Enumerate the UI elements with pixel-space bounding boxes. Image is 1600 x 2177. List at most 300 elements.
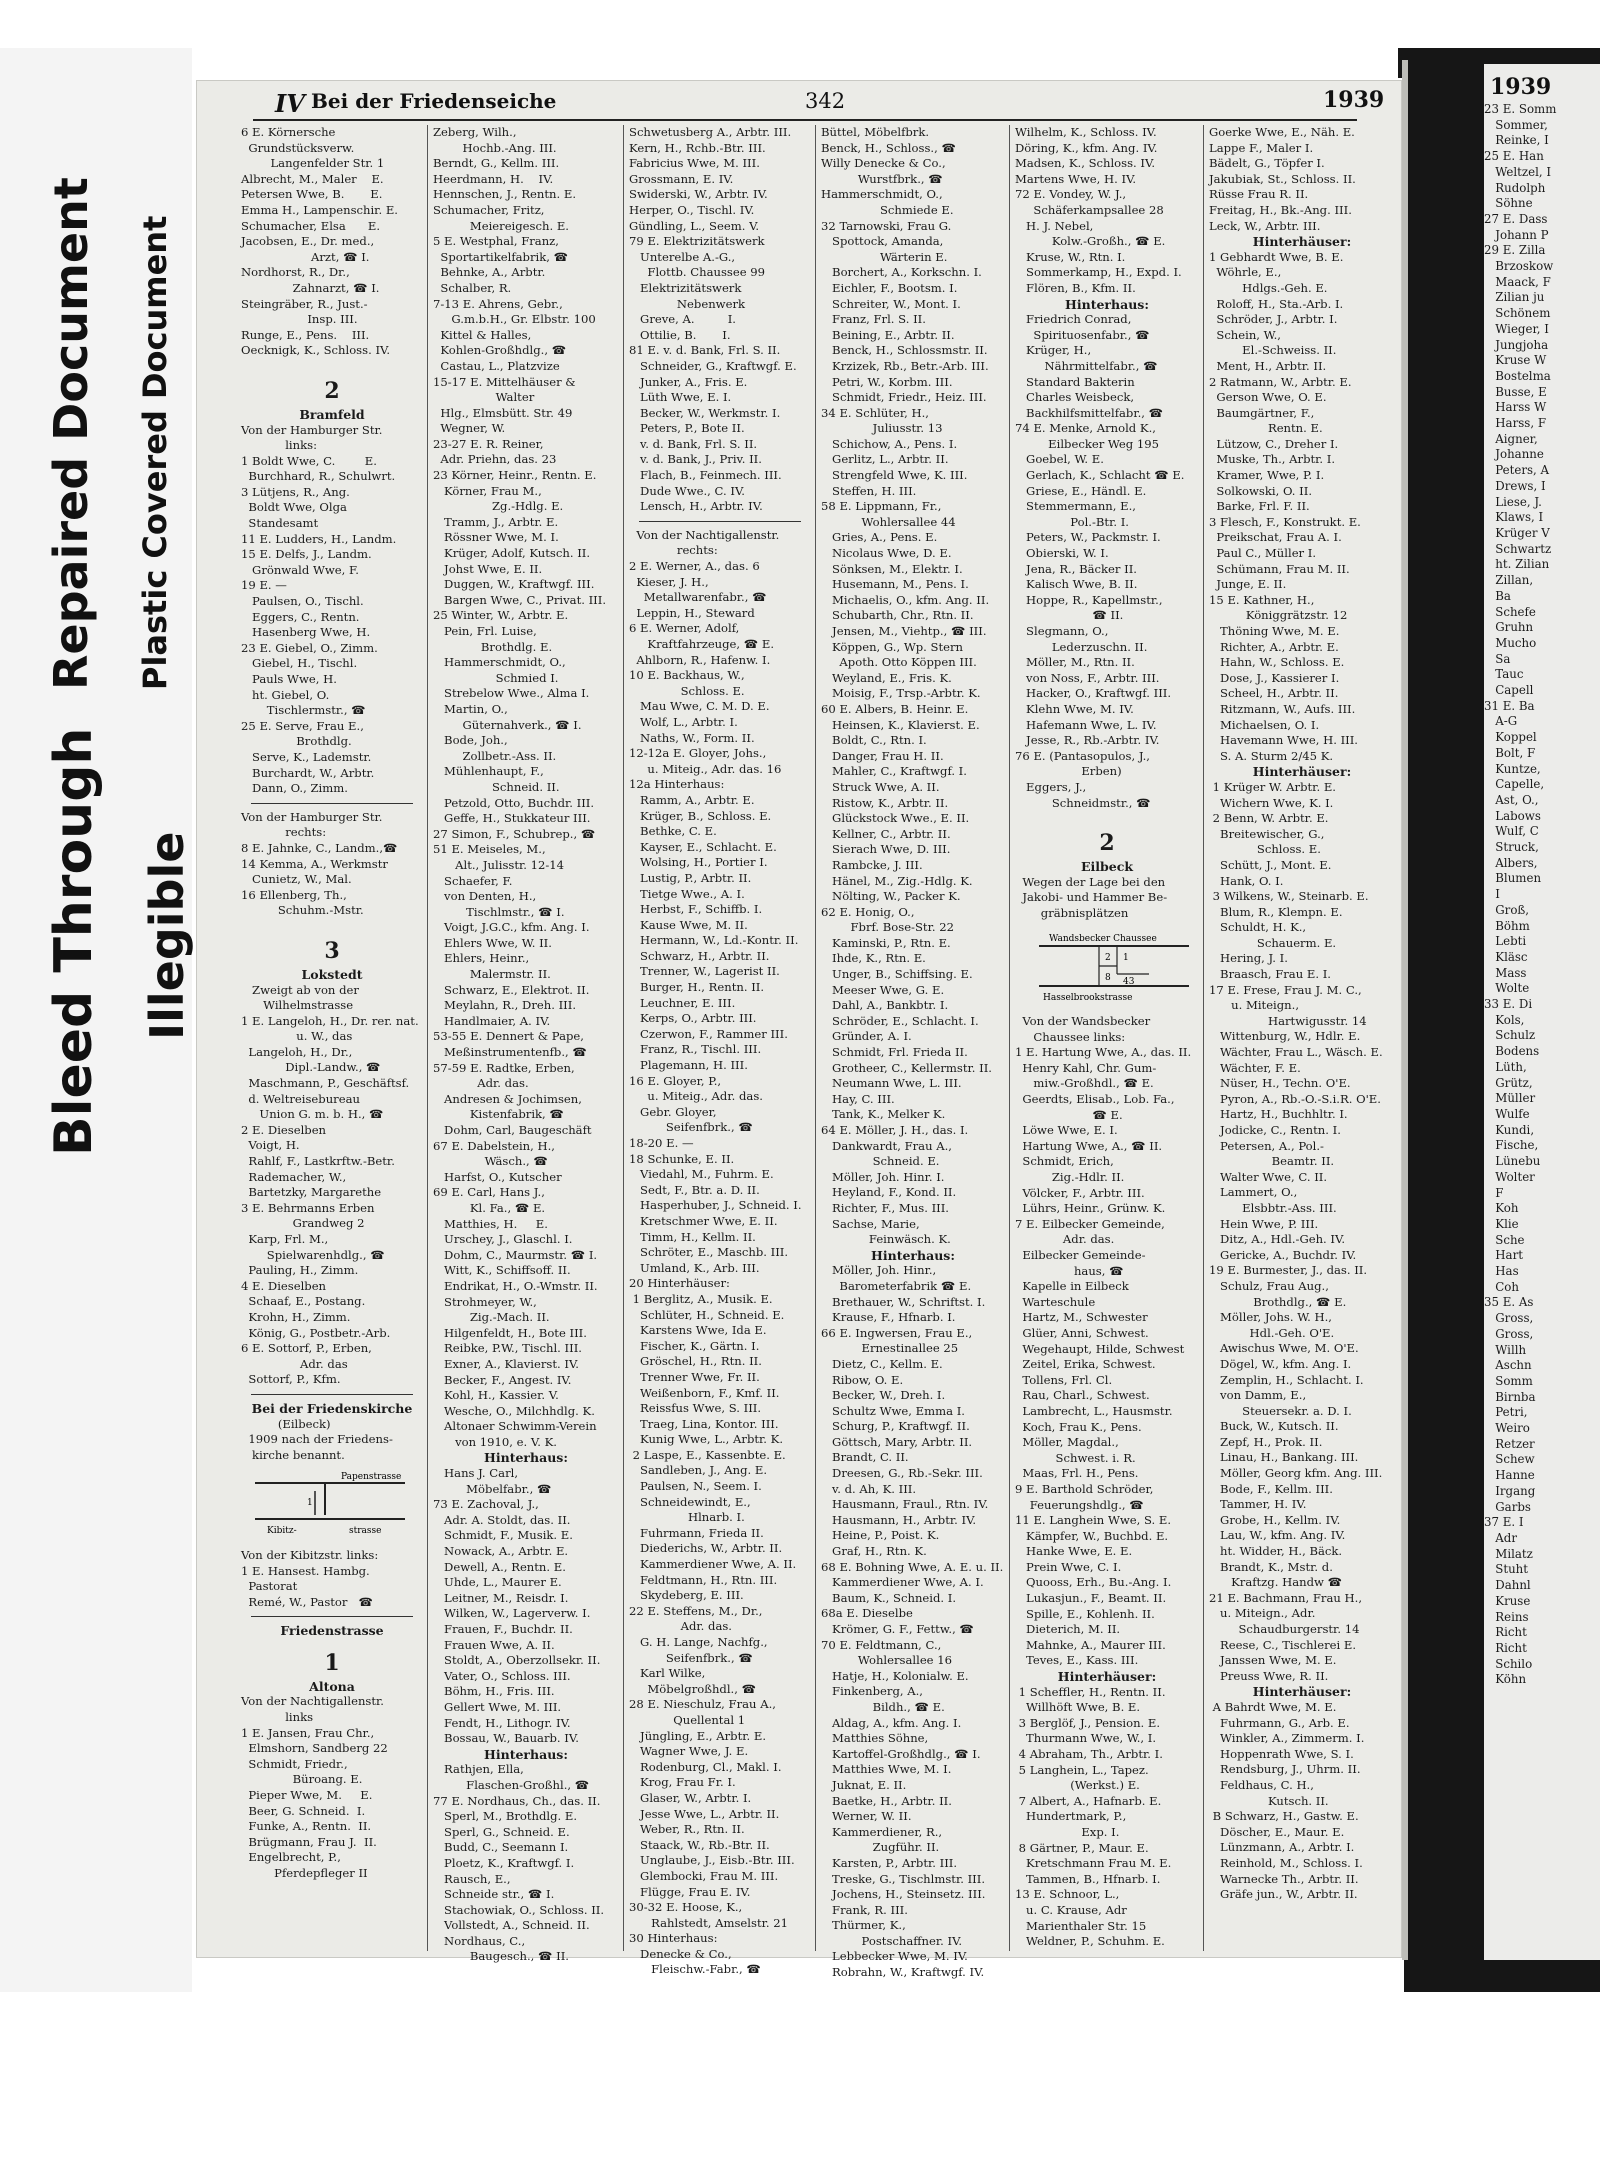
- directory-entry: Duggen, W., Kraftwgf. III.: [433, 577, 595, 592]
- directory-entry: 79 E. Elektrizitätswerk: [629, 234, 765, 249]
- facing-page-entry: Wolter: [1484, 1169, 1535, 1184]
- directory-entry: Breitewischer, G.,: [1209, 826, 1325, 841]
- directory-entry: Tramm, J., Arbtr. E.: [433, 514, 559, 529]
- directory-entry: Schäferkampsallee 28: [1015, 202, 1164, 217]
- directory-entry: Wolsing, H., Portier I.: [629, 855, 768, 870]
- directory-entry: Vollstedt, A., Schneid. II.: [433, 1918, 590, 1933]
- directory-entry: Karstens Wwe, Ida E.: [629, 1323, 767, 1338]
- directory-entry: Pol.-Btr. I.: [1015, 514, 1129, 529]
- directory-entry: Beer, G. Schneid. I.: [241, 1803, 366, 1818]
- facing-page-entry: ht. Zilian: [1484, 557, 1550, 572]
- directory-entry: Urschey, J., Glaschl. I.: [433, 1232, 573, 1247]
- facing-page-fragment: [1484, 64, 1600, 1960]
- directory-entry: Lambrecht, L., Hausmstr.: [1015, 1403, 1173, 1418]
- directory-entry: Wächter, Frau L., Wäsch. E.: [1209, 1045, 1383, 1060]
- directory-entry: Dann, O., Zimm.: [241, 781, 348, 796]
- facing-page-entry: Capell: [1484, 683, 1534, 698]
- section-rule: [251, 803, 413, 804]
- facing-page-entry: Kruse: [1484, 1593, 1531, 1608]
- directory-entry: Schloss. E.: [629, 683, 745, 698]
- stamp-repaired-document: Repaired Document: [44, 177, 98, 690]
- directory-entry: Schichow, A., Pens. I.: [821, 436, 958, 451]
- directory-entry: Jacobsen, E., Dr. med.,: [241, 234, 375, 249]
- map-street-label: Kibitz-: [267, 1526, 297, 1537]
- directory-entry: Karp, Frl. M.,: [241, 1232, 329, 1246]
- directory-entry: Standard Bakterin: [1015, 374, 1135, 389]
- directory-entry: Mahnke, A., Maurer III.: [1015, 1637, 1166, 1652]
- directory-entry: Heinsen, K., Klavierst. E.: [821, 717, 980, 732]
- section-heading: Hinterhäuser:: [1252, 1684, 1352, 1700]
- header-rule: [253, 119, 1357, 121]
- facing-page-entry: Stuht: [1484, 1562, 1529, 1577]
- section-rule: [251, 1394, 413, 1395]
- scan-top-margin: [0, 0, 1600, 48]
- directory-entry: Zollbetr.-Ass. II.: [433, 748, 557, 763]
- directory-entry: Stemmermann, E.,: [1015, 499, 1136, 514]
- directory-entry: Strohmeyer, W.,: [433, 1294, 537, 1309]
- directory-entry: Johst Wwe, E. II.: [433, 561, 543, 576]
- directory-entry: Handlmaier, A. IV.: [433, 1013, 551, 1028]
- facing-page-entry: Dahnl: [1484, 1578, 1531, 1593]
- directory-entry: Richter, A., Arbtr. E.: [1209, 639, 1339, 654]
- section-title: Bei der Friedenseiche: [311, 89, 557, 113]
- facing-page-entry: Capelle,: [1484, 777, 1545, 792]
- directory-entry: Schreiter, W., Mont. I.: [821, 296, 961, 311]
- directory-entry: Postschaffner. IV.: [821, 1933, 963, 1948]
- directory-entry: Steingräber, R., Just.-: [241, 296, 368, 311]
- directory-entry: 81 E. v. d. Bank, Frl. S. II.: [629, 343, 781, 358]
- directory-entry: Körner, Frau M.,: [433, 483, 542, 498]
- directory-entry: Schaudburgerstr. 14: [1209, 1622, 1360, 1636]
- directory-entry: Möbelgroßhdl., ☎: [629, 1681, 757, 1696]
- directory-entry: Andresen & Jochimsen,: [433, 1091, 582, 1106]
- directory-entry: 2 Benn, W. Arbtr. E.: [1209, 811, 1329, 826]
- directory-entry: v. d. Bank, J., Priv. II.: [629, 452, 762, 467]
- facing-page-entry: Fische,: [1484, 1138, 1539, 1153]
- directory-entry: Barke, Frl. F. II.: [1209, 499, 1310, 514]
- directory-entry: Schwetusberg A., Arbtr. III.: [629, 125, 792, 139]
- facing-page-entry: Kols,: [1484, 1012, 1525, 1027]
- directory-entry: Jesse, R., Rb.-Arbtr. IV.: [1015, 733, 1160, 748]
- directory-entry: Schein, W.,: [1209, 327, 1281, 342]
- street-number-heading: 2: [324, 377, 340, 404]
- wandsbeck-street-map: [1019, 928, 1195, 1004]
- directory-entry: Schalber, R.: [433, 280, 512, 295]
- directory-entry: Hoppe, R., Kapellmstr.,: [1015, 592, 1163, 607]
- directory-entry: Baumgärtner, F.,: [1209, 405, 1315, 420]
- directory-entry: Sportartikelfabrik, ☎: [433, 249, 569, 264]
- facing-page-entry: Kläsc: [1484, 949, 1528, 964]
- facing-page-entry: Zillan,: [1484, 573, 1534, 588]
- column-divider: [1009, 125, 1010, 1951]
- directory-entry: 73 E. Zachoval, J.,: [433, 1497, 539, 1512]
- directory-entry: Brügmann, Frau J. II.: [241, 1834, 377, 1849]
- directory-entry: Nowack, A., Arbtr. E.: [433, 1544, 569, 1559]
- directory-entry: Peters, W., Packmstr. I.: [1015, 530, 1161, 545]
- directory-entry: Gerlach, K., Schlacht ☎ E.: [1015, 468, 1185, 483]
- directory-entry: Frank, R. III.: [821, 1902, 908, 1917]
- directory-entry: Robrahn, W., Kraftwgf. IV.: [821, 1965, 985, 1980]
- facing-page-entry: Weiro: [1484, 1421, 1530, 1436]
- directory-entry: Schulz, Frau Aug.,: [1209, 1278, 1329, 1293]
- directory-entry: Grönwald Wwe, F.: [241, 562, 359, 577]
- directory-entry: u. Miteign., Adr.: [1209, 1606, 1316, 1621]
- directory-entry: Seifenfbrk., ☎: [629, 1650, 753, 1665]
- page-number: 342: [805, 89, 846, 113]
- directory-entry: 67 E. Dabelstein, H.,: [433, 1138, 555, 1153]
- kibitz-street-map: [245, 1469, 415, 1537]
- directory-entry: Nölting, W., Packer K.: [821, 889, 961, 904]
- directory-entry: Nordhorst, R., Dr.,: [241, 265, 350, 280]
- directory-entry: Neumann Wwe, L. III.: [821, 1076, 962, 1091]
- directory-entry: Lützow, C., Dreher I.: [1209, 436, 1339, 451]
- directory-entry: Hafemann Wwe, L. IV.: [1015, 717, 1157, 732]
- directory-entry: Michaelsen, O. I.: [1209, 717, 1320, 732]
- directory-entry: Petri, W., Korbm. III.: [821, 374, 953, 389]
- section-heading: Hinterhäuser:: [1252, 764, 1352, 780]
- directory-entry: Weyland, E., Fris. K.: [821, 670, 952, 685]
- directory-entry: Von der Nachtigallenstr.: [241, 1694, 384, 1709]
- directory-entry: Zugführ. II.: [821, 1840, 940, 1855]
- facing-page-entry: Zilian ju: [1484, 290, 1545, 305]
- directory-entry: Fuhrmann, Frieda II.: [629, 1525, 764, 1540]
- directory-entry: Weldner, P., Schuhm. E.: [1015, 1934, 1165, 1949]
- facing-page-entry: Schönem: [1484, 306, 1551, 321]
- directory-entry: Tollens, Frl. Cl.: [1015, 1372, 1113, 1387]
- directory-entry: Krause, F., Hfnarb. I.: [821, 1310, 956, 1325]
- facing-page-entry: Liese, J.: [1484, 494, 1542, 509]
- directory-entry: 3 Lütjens, R., Ang.: [241, 484, 350, 499]
- directory-entry: Güternahverk., ☎ I.: [433, 717, 582, 732]
- directory-entry: Bossau, W., Bauarb. IV.: [433, 1731, 579, 1746]
- directory-entry: 18 Schunke, E. II.: [629, 1151, 735, 1166]
- directory-entry: Benck, H., Schloss., ☎: [821, 140, 956, 155]
- map-plot-number: 8: [1105, 972, 1111, 983]
- directory-entry: Schümann, Frau M. II.: [1209, 561, 1350, 576]
- section-heading: Friedenstrasse: [280, 1623, 384, 1639]
- directory-entry: Wesche, O., Milchhdlg. K.: [433, 1403, 595, 1418]
- directory-entry: Rambcke, J. III.: [821, 857, 923, 872]
- directory-entry: Heine, P., Poist. K.: [821, 1528, 940, 1543]
- directory-entry: Wittenburg, W., Hdlr. E.: [1209, 1029, 1361, 1044]
- directory-entry: Denecke & Co.,: [629, 1946, 732, 1961]
- directory-entry: 58 E. Lippmann, Fr.,: [821, 499, 942, 514]
- directory-entry: 23 E. Giebel, O., Zimm.: [241, 640, 378, 655]
- directory-entry: Emma H., Lampenschir. E.: [241, 202, 398, 217]
- directory-entry: Matthies Söhne,: [821, 1731, 929, 1746]
- facing-page-entry: Labows: [1484, 808, 1541, 823]
- directory-entry: 4 Abraham, Th., Arbtr. I.: [1015, 1747, 1163, 1761]
- map-plot-number: 1: [307, 1498, 313, 1509]
- directory-entry: Tammer, H. IV.: [1209, 1497, 1307, 1512]
- directory-entry: Timm, H., Kellm. II.: [629, 1229, 756, 1244]
- directory-entry: d. Weltreisebureau: [241, 1091, 360, 1106]
- directory-entry: 2 E. Dieselben: [241, 1122, 327, 1137]
- directory-entry: Dreesen, G., Rb.-Sekr. III.: [821, 1466, 983, 1481]
- facing-page-entry: Bostelma: [1484, 368, 1551, 383]
- directory-entry: Schumacher, Elsa E.: [241, 218, 381, 233]
- directory-entry: Uhde, L., Maurer E.: [433, 1575, 562, 1590]
- directory-entry: 32 Tarnowski, Frau G.: [821, 218, 952, 233]
- directory-entry: 6 E. Körnersche: [241, 125, 336, 139]
- directory-entry: Schwarz, H., Arbtr. II.: [629, 948, 770, 963]
- facing-page-entry: Müller: [1484, 1091, 1536, 1106]
- directory-entry: Schultz Wwe, Emma I.: [821, 1403, 965, 1418]
- directory-entry: Lensch, H., Arbtr. IV.: [629, 499, 763, 514]
- directory-entry: Dude Wwe., C. IV.: [629, 483, 745, 498]
- directory-entry: von 1910, e. V. K.: [433, 1434, 557, 1449]
- directory-entry: Hahn, W., Schloss. E.: [1209, 655, 1345, 670]
- directory-entry: Gerson Wwe, O. E.: [1209, 390, 1327, 405]
- directory-entry: 15 E. Kathner, H.,: [1209, 592, 1315, 607]
- directory-entry: Fischer, K., Gärtn. I.: [629, 1338, 760, 1353]
- directory-entry: Glückstock Wwe., E. II.: [821, 811, 970, 826]
- directory-entry: Heerdmann, H. IV.: [433, 171, 554, 186]
- directory-entry: Madsen, K., Schloss. IV.: [1015, 156, 1156, 171]
- facing-page-entry: Maack, F: [1484, 274, 1551, 289]
- directory-entry: Schröder, J., Arbtr. I.: [1209, 312, 1338, 327]
- directory-entry: Rössner Wwe, M. I.: [433, 530, 559, 545]
- directory-entry: v. d. Ah, K. III.: [821, 1481, 917, 1496]
- directory-entry: Solkowski, O. II.: [1209, 483, 1313, 498]
- directory-entry: Krzizek, Rb., Betr.-Arb. III.: [821, 358, 989, 373]
- directory-entry: 57-59 E. Radtke, Erben,: [433, 1060, 575, 1075]
- directory-entry: 18-20 E. —: [629, 1136, 694, 1150]
- directory-entry: 1 E. Jansen, Frau Chr.,: [241, 1725, 375, 1740]
- directory-entry: 77 E. Nordhaus, Ch., das. II.: [433, 1793, 601, 1808]
- directory-entry: Feldhaus, C. H.,: [1209, 1777, 1314, 1792]
- directory-entry: Zg.-Hdlg. E.: [433, 499, 564, 514]
- directory-entry: Dahl, A., Bankbtr. I.: [821, 998, 949, 1013]
- directory-entry: kirche benannt.: [241, 1447, 345, 1462]
- directory-entry: Schauerm. E.: [1209, 935, 1337, 950]
- directory-entry: Martin, O.,: [433, 701, 508, 716]
- directory-entry: Ploetz, K., Kraftwgf. I.: [433, 1855, 575, 1870]
- directory-entry: Maas, Frl. H., Pens.: [1015, 1466, 1139, 1481]
- directory-entry: 72 E. Vondey, W. J.,: [1015, 187, 1127, 202]
- directory-entry: Jüngling, E., Arbtr. E.: [629, 1728, 767, 1743]
- directory-entry: Endrikat, H., O.-Wmstr. II.: [433, 1278, 598, 1293]
- facing-page-entry: F: [1484, 1185, 1504, 1200]
- directory-entry: Nüser, H., Techn. O'E.: [1209, 1076, 1351, 1091]
- directory-entry: Feldtmann, H., Rtn. III.: [629, 1572, 778, 1587]
- directory-entry: Hdlgs.-Geh. E.: [1209, 280, 1328, 295]
- directory-entry: Schmidt, F., Musik. E.: [433, 1528, 573, 1543]
- facing-page-entry: 37 E. I: [1484, 1515, 1524, 1530]
- facing-page-entry: Ast, O.,: [1484, 792, 1539, 807]
- page-edge: [1402, 60, 1408, 1960]
- directory-entry: Lappe F., Maler I.: [1209, 140, 1314, 155]
- directory-entry: Schneider, G., Kraftwgf. E.: [629, 358, 797, 373]
- facing-page-entry: Böhm: [1484, 918, 1530, 933]
- stamp-illegible: Illegible: [140, 831, 194, 1040]
- facing-page-entry: Sa: [1484, 651, 1511, 666]
- directory-entry: Jochens, H., Steinsetz. III.: [821, 1887, 986, 1902]
- directory-entry: Grandweg 2: [241, 1216, 365, 1231]
- directory-entry: (Werkst.) E.: [1015, 1778, 1140, 1793]
- facing-page-entry: Johanne: [1484, 447, 1544, 462]
- directory-entry: Michaelis, O., kfm. Ang. II.: [821, 592, 990, 607]
- directory-entry: Kraftfahrzeuge, ☎ E.: [629, 637, 775, 651]
- directory-entry: Ehlers Wwe, W. II.: [433, 935, 552, 950]
- directory-entry: Schmied I.: [433, 670, 559, 685]
- directory-entry: 64 E. Möller, J. H., das. I.: [821, 1123, 969, 1137]
- facing-page-entry: Busse, E: [1484, 384, 1547, 399]
- directory-entry: Hausmann, H., Arbtr. IV.: [821, 1512, 977, 1527]
- directory-entry: 1909 nach der Friedens-: [241, 1432, 393, 1447]
- directory-entry: Spille, E., Kohlenh. II.: [1015, 1606, 1155, 1621]
- directory-entry: Brethauer, W., Schriftst. I.: [821, 1294, 986, 1309]
- directory-entry: Umland, K., Arb. III.: [629, 1260, 760, 1275]
- directory-entry: links:: [241, 438, 317, 453]
- directory-entry: Traeg, Lina, Kontor. III.: [629, 1416, 779, 1431]
- facing-page-entry: Weltzel, I: [1484, 164, 1552, 179]
- directory-entry: Obierski, W. I.: [1015, 546, 1109, 561]
- directory-entry: Wagner Wwe, J. E.: [629, 1744, 749, 1759]
- directory-entry: Goerke Wwe, E., Näh. E.: [1209, 125, 1355, 139]
- directory-entry: Kaminski, P., Rtn. E.: [821, 935, 951, 950]
- directory-entry: 1 Gebhardt Wwe, B. E.: [1209, 249, 1344, 264]
- directory-entry: 2 Laspe, E., Kassenbte. E.: [629, 1447, 786, 1462]
- directory-entry: Reissfus Wwe, S. III.: [629, 1401, 762, 1416]
- directory-entry: Kunig Wwe, L., Arbtr. K.: [629, 1432, 784, 1447]
- directory-entry: Junker, A., Fris. E.: [629, 374, 748, 389]
- directory-entry: Frauen Wwe, A. II.: [433, 1637, 555, 1652]
- directory-entry: Von der Hamburger Str.: [241, 809, 383, 824]
- directory-entry: von Denten, H.,: [433, 889, 537, 904]
- directory-entry: Teves, E., Kass. III.: [1015, 1653, 1139, 1668]
- directory-entry: Exner, A., Klavierst. IV.: [433, 1356, 579, 1371]
- directory-entry: Wäsch., ☎: [433, 1154, 548, 1169]
- directory-entry: Gericke, A., Buchdr. IV.: [1209, 1247, 1357, 1262]
- directory-entry: 51 E. Meiseles, M.,: [433, 842, 546, 857]
- directory-entry: Willhöft Wwe, B. E.: [1015, 1700, 1141, 1715]
- directory-entry: haus, ☎: [1015, 1263, 1124, 1278]
- directory-entry: Hundertmark, P.,: [1015, 1809, 1127, 1824]
- directory-entry: Zahnarzt, ☎ I.: [241, 280, 380, 295]
- facing-page-entry: Tauc: [1484, 667, 1524, 682]
- directory-entry: Voigt, H.: [241, 1138, 300, 1153]
- directory-entry: Ottilie, B. I.: [629, 327, 731, 342]
- directory-entry: 68 E. Bohning Wwe, A. E. u. II.: [821, 1559, 1004, 1574]
- directory-entry: Gellert Wwe, M. III.: [433, 1699, 562, 1714]
- directory-entry: Kern, H., Rchb.-Btr. III.: [629, 140, 766, 155]
- directory-entry: Martens Wwe, H. IV.: [1015, 171, 1137, 186]
- directory-entry: Wöhrle, E.,: [1209, 265, 1282, 280]
- directory-entry: Krömer, G. F., Fettw., ☎: [821, 1622, 974, 1636]
- directory-entry: Griese, E., Händl. E.: [1015, 483, 1147, 498]
- directory-entry: Langeloh, H., Dr.,: [241, 1044, 353, 1059]
- directory-entry: Kieser, J. H.,: [629, 574, 709, 589]
- directory-entry: u. Miteig., Adr. das. 16: [629, 761, 782, 776]
- directory-entry: Schmiede E.: [821, 202, 954, 217]
- directory-entry: 7 E. Eilbecker Gemeinde,: [1015, 1216, 1165, 1231]
- facing-page-entry: Jungjoha: [1484, 337, 1549, 352]
- directory-entry: Adr. das.: [1015, 1232, 1115, 1247]
- directory-entry: Möller, Georg kfm. Ang. III.: [1209, 1466, 1383, 1481]
- directory-entry: Nordhaus, C.,: [433, 1933, 526, 1948]
- directory-entry: Winkler, A., Zimmerm. I.: [1209, 1731, 1365, 1746]
- directory-entry: Petersen, A., Pol.-: [1209, 1138, 1324, 1153]
- facing-page-entry: Struck,: [1484, 840, 1539, 855]
- facing-page-entry: Blumen: [1484, 871, 1542, 886]
- directory-entry: Hammerschmidt, O.,: [821, 187, 943, 202]
- page-year: 1939: [1323, 87, 1385, 113]
- directory-entry: Heyland, F., Kond. II.: [821, 1185, 957, 1200]
- directory-entry: Gräfe jun., W., Arbtr. II.: [1209, 1887, 1358, 1902]
- facing-page-entry: Richt: [1484, 1625, 1527, 1640]
- directory-entry: 2 Ratmann, W., Arbtr. E.: [1209, 374, 1352, 389]
- directory-entry: 17 E. Frese, Frau J. M. C.,: [1209, 982, 1362, 997]
- map-plot-number: 43: [1123, 976, 1135, 987]
- directory-entry: Hering, J. I.: [1209, 951, 1288, 966]
- directory-entry: Kause Wwe, M. II.: [629, 917, 748, 932]
- directory-entry: Hacker, O., Kraftwgf. III.: [1015, 686, 1172, 701]
- directory-entry: Köppen, G., Wp. Stern: [821, 639, 964, 654]
- directory-entry: Lünzmann, A., Arbtr. I.: [1209, 1840, 1355, 1855]
- directory-entry: Burchardt, W., Arbtr.: [241, 765, 375, 780]
- directory-entry: Kohl, H., Kassier. V.: [433, 1388, 559, 1403]
- directory-entry: Czerwon, F., Rammer III.: [629, 1026, 788, 1041]
- directory-entry: Leppin, H., Steward: [629, 605, 755, 620]
- directory-entry: Reese, C., Tischlerei E.: [1209, 1637, 1357, 1652]
- directory-entry: 30-32 E. Hoose, K.,: [629, 1900, 743, 1915]
- directory-entry: Friedrich Conrad,: [1015, 312, 1132, 327]
- directory-entry: Treske, G., Tischlmstr. III.: [821, 1871, 986, 1886]
- section-roman-numeral: IV: [275, 89, 305, 118]
- directory-entry: Goebel, W. E.: [1015, 452, 1104, 467]
- directory-entry: Glüer, Anni, Schwest.: [1015, 1325, 1149, 1340]
- directory-entry: Zweigt ab von der: [241, 982, 359, 997]
- directory-entry: Hänel, M., Zig.-Hdlg. K.: [821, 873, 973, 888]
- directory-entry: Meylahn, R., Dreh. III.: [433, 998, 577, 1013]
- directory-entry: Schubarth, Chr., Rtn. II.: [821, 608, 974, 623]
- directory-entry: G.m.b.H., Gr. Elbstr. 100: [433, 312, 596, 327]
- directory-entry: Walter Wwe, C. II.: [1209, 1169, 1328, 1184]
- directory-entry: 19 E. Burmester, J., das. II.: [1209, 1263, 1368, 1278]
- directory-entry: Glaser, W., Arbtr. I.: [629, 1790, 752, 1805]
- directory-entry: Moisig, F., Trsp.-Arbtr. K.: [821, 686, 981, 701]
- spacer: [1015, 811, 1199, 819]
- directory-entry: Hans J. Carl,: [433, 1466, 519, 1481]
- directory-entry: (Eilbeck): [241, 1416, 331, 1431]
- directory-entry: Schwarz, E., Elektrot. II.: [433, 982, 590, 997]
- directory-entry: 8 Gärtner, P., Maur. E.: [1015, 1840, 1149, 1855]
- directory-entry: Schütt, J., Mont. E.: [1209, 857, 1332, 872]
- directory-entry: Schlüter, H., Schneid. E.: [629, 1307, 785, 1322]
- directory-entry: Rathjen, Ella,: [433, 1762, 524, 1777]
- directory-entry: Vater, O., Schloss. III.: [433, 1668, 571, 1683]
- directory-entry: Büroang. E.: [241, 1772, 363, 1787]
- facing-page-entry: 33 E. Di: [1484, 997, 1533, 1012]
- directory-entry: Leck, W., Arbtr. III.: [1209, 218, 1321, 233]
- directory-entry: Lebbecker Wwe, M. IV.: [821, 1949, 968, 1964]
- section-heading: Hinterhaus:: [484, 1746, 568, 1762]
- directory-entry: Kerps, O., Arbtr. III.: [629, 1011, 757, 1026]
- directory-entry: 14 Kemma, A., Werkmstr: [241, 856, 388, 871]
- directory-entry: Wurstfbrk., ☎: [821, 171, 943, 186]
- directory-entry: Funke, A., Rentn. II.: [241, 1819, 372, 1834]
- directory-entry: Kretschmer Wwe, E. II.: [629, 1213, 778, 1228]
- directory-entry: Völcker, F., Arbtr. III.: [1015, 1185, 1145, 1200]
- directory-entry: 20 Hinterhäuser:: [629, 1276, 730, 1291]
- facing-page-entry: Sche: [1484, 1232, 1525, 1247]
- directory-entry: Hein Wwe, P. III.: [1209, 1216, 1319, 1231]
- directory-entry: Kammerdiener Wwe, A. I.: [821, 1575, 984, 1590]
- directory-entry: Rahlf, F., Lastkrftw.-Betr.: [241, 1154, 395, 1169]
- directory-entry: Eggers, J.,: [1015, 779, 1087, 794]
- directory-entry: u. W., das: [241, 1029, 353, 1044]
